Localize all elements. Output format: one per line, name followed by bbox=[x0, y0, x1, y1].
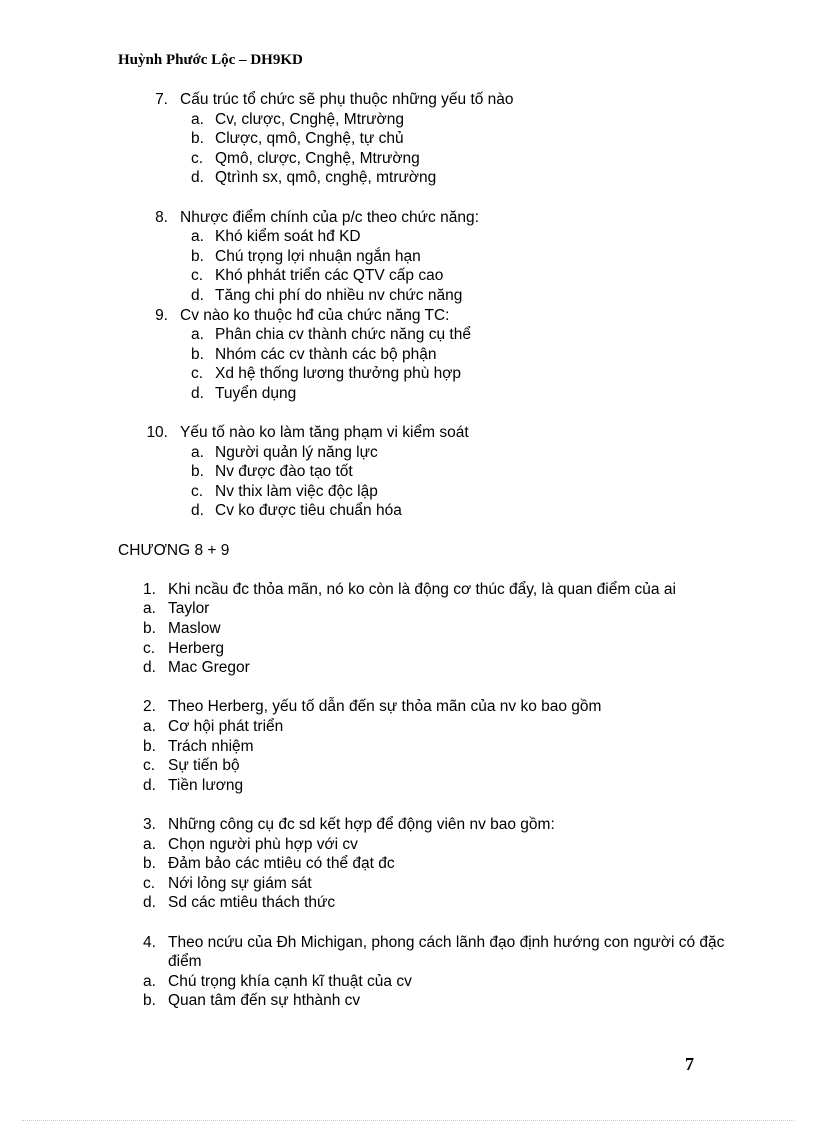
answer-option bbox=[118, 384, 738, 404]
option-letter: a. bbox=[191, 443, 204, 461]
option-letter: d. bbox=[143, 776, 156, 794]
question bbox=[118, 933, 738, 972]
option-letter: a. bbox=[143, 835, 156, 853]
question-text: Những công cụ đc sd kết hợp để động viên nv bao gồm: bbox=[168, 815, 555, 833]
option-letter: b. bbox=[191, 130, 204, 148]
option-letter: b. bbox=[191, 345, 204, 363]
answer-option bbox=[118, 835, 738, 855]
answer-option bbox=[118, 619, 738, 639]
blank-line bbox=[118, 404, 738, 424]
option-letter: c. bbox=[191, 267, 204, 285]
blank-line bbox=[118, 560, 738, 580]
question bbox=[118, 90, 738, 110]
answer-option bbox=[118, 266, 738, 286]
option-letter: d. bbox=[143, 894, 156, 912]
answer-option bbox=[118, 599, 738, 619]
option-text: Quan tâm đến sự hthành cv bbox=[168, 992, 361, 1010]
question bbox=[118, 208, 738, 228]
option-letter: b. bbox=[191, 463, 204, 481]
option-text: Sd các mtiêu thách thức bbox=[168, 894, 336, 912]
option-letter: d. bbox=[191, 502, 204, 520]
question-number: 2. bbox=[143, 698, 156, 716]
page-number: 7 bbox=[685, 1054, 694, 1074]
option-text: Khó phhát triển các QTV cấp cao bbox=[215, 267, 444, 285]
answer-option bbox=[118, 286, 738, 306]
option-text: Herberg bbox=[168, 639, 224, 657]
option-text: Cv ko được tiêu chuẩn hóa bbox=[215, 502, 402, 520]
blank-line bbox=[118, 678, 738, 698]
page-bottom-border bbox=[22, 1120, 794, 1121]
option-text: Qmô, clược, Cnghệ, Mtrường bbox=[215, 149, 420, 167]
answer-option bbox=[118, 717, 738, 737]
option-text: Cơ hội phát triển bbox=[168, 718, 284, 735]
option-text: Cv, clược, Cnghệ, Mtrường bbox=[215, 110, 404, 128]
option-text: Mac Gregor bbox=[168, 659, 250, 677]
question bbox=[118, 697, 738, 717]
option-text: Clược, qmô, Cnghệ, tự chủ bbox=[215, 130, 404, 148]
option-letter: a. bbox=[191, 110, 204, 128]
option-text: Chọn người phù hợp với cv bbox=[168, 835, 358, 853]
answer-option bbox=[118, 658, 738, 678]
option-text: Nới lỏng sự giám sát bbox=[168, 874, 312, 892]
answer-option bbox=[118, 991, 738, 1011]
blank-line bbox=[118, 795, 738, 815]
answer-option bbox=[118, 247, 738, 267]
question-number: 8. bbox=[155, 208, 168, 226]
question-text: Theo Herberg, yếu tố dẫn đến sự thỏa mãn của nv ko bao gồm bbox=[168, 698, 602, 716]
option-letter: b. bbox=[143, 855, 156, 873]
answer-option bbox=[118, 168, 738, 188]
option-letter: b. bbox=[143, 992, 156, 1010]
blank-line bbox=[118, 521, 738, 541]
answer-option bbox=[118, 110, 738, 130]
answer-option bbox=[118, 893, 738, 913]
question-number: 4. bbox=[143, 933, 156, 951]
option-letter: d. bbox=[191, 286, 204, 304]
option-text: Chú trọng khía cạnh kĩ thuật của cv bbox=[168, 972, 412, 990]
option-letter: b. bbox=[191, 247, 204, 265]
option-letter: d. bbox=[191, 384, 204, 402]
answer-option bbox=[118, 482, 738, 502]
option-letter: a. bbox=[191, 228, 204, 246]
option-text: Qtrình sx, qmô, cnghệ, mtrường bbox=[215, 169, 437, 187]
answer-option bbox=[118, 737, 738, 757]
question-number: 10. bbox=[146, 424, 168, 442]
option-letter: d. bbox=[143, 659, 156, 677]
question-text: Yếu tố nào ko làm tăng phạm vi kiểm soát bbox=[180, 424, 469, 442]
question-number: 3. bbox=[143, 815, 156, 833]
answer-option bbox=[118, 462, 738, 482]
blank-line bbox=[118, 188, 738, 208]
option-text: Nv thix làm việc độc lập bbox=[215, 482, 378, 500]
option-letter: c. bbox=[191, 482, 204, 500]
page-header: Huỳnh Phước Lộc – DH9KD bbox=[118, 52, 303, 68]
option-text: Nv được đào tạo tốt bbox=[215, 463, 353, 481]
option-text: Tăng chi phí do nhiều nv chức năng bbox=[215, 286, 463, 304]
option-letter: c. bbox=[143, 874, 156, 892]
answer-option bbox=[118, 972, 738, 992]
option-text: Taylor bbox=[168, 600, 210, 618]
option-text: Phân chia cv thành chức năng cụ thể bbox=[215, 326, 471, 344]
option-text: Người quản lý năng lực bbox=[215, 443, 378, 461]
answer-option bbox=[118, 149, 738, 169]
option-text: Nhóm các cv thành các bộ phận bbox=[215, 345, 437, 363]
answer-option bbox=[118, 129, 738, 149]
option-text: Maslow bbox=[168, 620, 221, 638]
option-letter: c. bbox=[143, 757, 156, 775]
option-letter: b. bbox=[143, 620, 156, 638]
question-text: Theo ncứu của Đh Michigan, phong cách lãnh đạo định hướng con người có đặc điểm bbox=[168, 933, 725, 971]
option-letter: a. bbox=[143, 718, 156, 735]
option-letter: c. bbox=[143, 639, 156, 657]
option-text: Đảm bảo các mtiêu có thể đạt đc bbox=[168, 855, 395, 873]
question-text: Cấu trúc tổ chức sẽ phụ thuộc những yếu tố nào bbox=[180, 91, 514, 108]
blank-line bbox=[118, 913, 738, 933]
question bbox=[118, 423, 738, 443]
answer-option bbox=[118, 776, 738, 796]
question-number: 1. bbox=[143, 580, 156, 598]
chapter-title: CHƯƠNG 8 + 9 bbox=[118, 541, 230, 559]
question bbox=[118, 580, 738, 600]
option-letter: c. bbox=[191, 365, 204, 383]
answer-option bbox=[118, 854, 738, 874]
option-letter: c. bbox=[191, 149, 204, 167]
answer-option bbox=[118, 364, 738, 384]
option-text: Chú trọng lợi nhuận ngắn hạn bbox=[215, 247, 421, 265]
question bbox=[118, 815, 738, 835]
question-text: Khi ncầu đc thỏa mãn, nó ko còn là động cơ thúc đẩy, là quan điểm của ai bbox=[168, 580, 676, 598]
answer-option bbox=[118, 756, 738, 776]
question-number: 7. bbox=[155, 91, 168, 108]
option-letter: a. bbox=[143, 972, 156, 990]
question-text: Cv nào ko thuộc hđ của chức năng TC: bbox=[180, 306, 450, 324]
document-body bbox=[118, 90, 738, 1011]
answer-option bbox=[118, 325, 738, 345]
option-letter: a. bbox=[191, 326, 204, 344]
option-letter: b. bbox=[143, 737, 156, 755]
answer-option bbox=[118, 874, 738, 894]
answer-option bbox=[118, 639, 738, 659]
option-text: Xd hệ thống lương thưởng phù hợp bbox=[215, 365, 462, 383]
option-text: Khó kiểm soát hđ KD bbox=[215, 228, 361, 246]
option-text: Trách nhiệm bbox=[168, 737, 254, 755]
question bbox=[118, 306, 738, 326]
question-text: Nhược điểm chính của p/c theo chức năng: bbox=[180, 208, 479, 226]
option-text: Tuyển dụng bbox=[215, 384, 297, 402]
option-letter: a. bbox=[143, 600, 156, 618]
option-text: Sự tiến bộ bbox=[168, 757, 240, 775]
option-letter: d. bbox=[191, 169, 204, 187]
answer-option bbox=[118, 501, 738, 521]
answer-option bbox=[118, 227, 738, 247]
option-text: Tiền lương bbox=[168, 776, 244, 794]
answer-option bbox=[118, 345, 738, 365]
question-number: 9. bbox=[155, 306, 168, 324]
answer-option bbox=[118, 443, 738, 463]
